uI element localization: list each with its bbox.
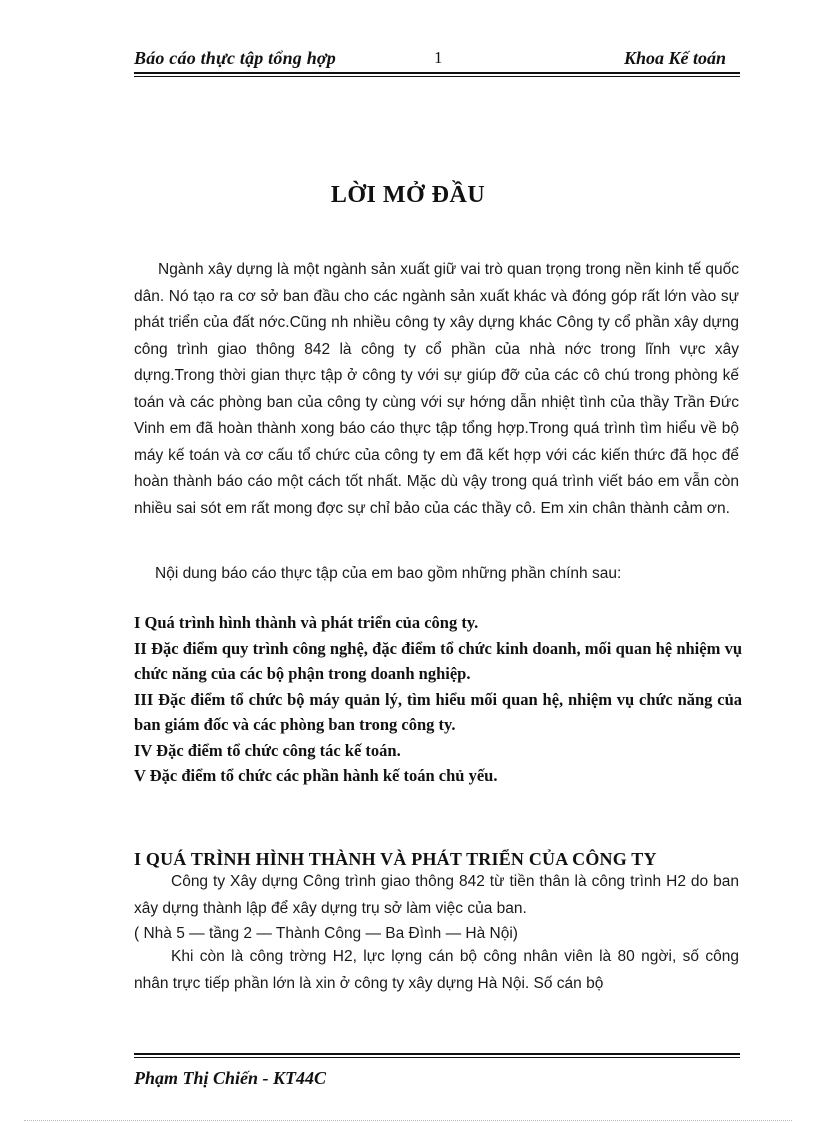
header-department: Khoa Kế toán [623, 48, 726, 68]
toc-item-4: IV Đặc điểm tổ chức công tác kế toán. [134, 740, 401, 760]
header-rule-thick [134, 72, 740, 74]
toc-item-2: II Đặc điểm quy trình công nghệ, đặc điểm tổ chức kinh doanh, mối quan hệ nhiệm vụ chức năng của các bộ phận trong doanh nghiệp. [134, 638, 742, 683]
header-report-title: Báo cáo thực tập tổng hợp [134, 48, 336, 68]
toc-item-3: III Đặc điểm tổ chức bộ máy quản lý, tìm hiểu mối quan hệ, nhiệm vụ chức năng của ban giám đốc và các phòng ban trong công ty. [134, 689, 742, 734]
section-address: ( Nhà 5 — tầng 2 — Thành Công — Ba Đình — Hà Nội) [134, 925, 518, 942]
toc-item-5: V Đặc điểm tổ chức các phần hành kế toán chủ yếu. [134, 766, 498, 785]
section-heading: I QUÁ TRÌNH HÌNH THÀNH VÀ PHÁT TRIỂN CỦA CÔNG TY [134, 849, 657, 869]
page-edge-dotted-line [24, 1120, 792, 1121]
page-title: LỜI MỞ ĐẦU [330, 182, 486, 208]
table-of-contents [134, 610, 742, 789]
footer-author: Phạm Thị Chiến - KT44C [134, 1068, 327, 1088]
footer-rule-thin [134, 1057, 740, 1058]
section-paragraph-1: Công ty Xây dựng Công trình giao thông 842 từ tiền thân là công trình H2 do ban xây dựng thành lập để xây dựng trụ sở làm việc của ban. [134, 873, 739, 917]
header-page-number: 1 [434, 48, 443, 67]
header-rule-thin [134, 76, 740, 77]
page-header [134, 46, 740, 72]
section-paragraph-2: Khi còn là công trờng H2, lực lợng cán bộ công nhân viên là 80 ngời, số công nhân trực tiếp phần lớn là xin ở công ty xây dựng Hà Nội. Số cán bộ [134, 948, 739, 992]
toc-item-1: I Quá trình hình thành và phát triển của công ty. [134, 613, 479, 632]
footer-rule-thick [134, 1053, 740, 1055]
intro-paragraph: Ngành xây dựng là một ngành sản xuất giữ vai trò quan trọng trong nền kinh tế quốc dân. Nó tạo ra cơ sở ban đầu cho các ngành sản xuất khác và đóng góp rất lớn vào sự phát triển của đất nớc.Cũng nh nhiều công ty xây dựng khác Công ty cổ phần xây dựng công trình giao thông 842 là công ty cổ phần của nhà nớc trong lĩnh vực xây dựng.Trong thời gian thực tập ở công ty với sự giúp đỡ của các cô chú trong phòng kế toán và các phòng ban của công ty cùng với sự hớng dẫn nhiệt tình của thầy Trần Đức Vinh em đã hoàn thành xong báo cáo thực tập tổng hợp.Trong quá trình tìm hiểu về bộ máy kế toán và cơ cấu tổ chức của công ty em đã kết hợp với các kiến thức đã học để hoàn thành báo cáo một cách tốt nhất. Mặc dù vậy trong quá trình viết báo em vẫn còn nhiều sai sót em rất mong đợc sự chỉ bảo của các thầy cô. Em xin chân thành cảm ơn. [134, 261, 739, 517]
content-intro: Nội dung báo cáo thực tập của em bao gồm những phần chính sau: [155, 565, 622, 582]
